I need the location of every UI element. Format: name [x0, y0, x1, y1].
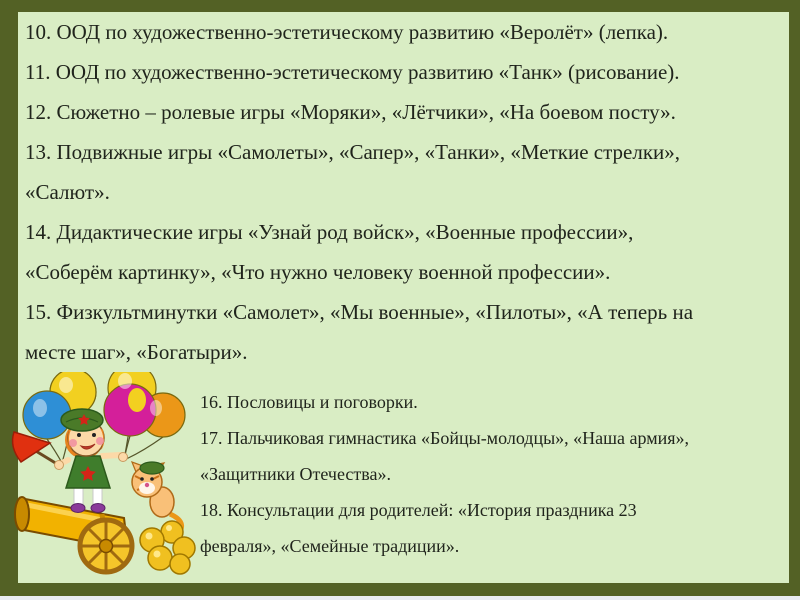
child-on-cannon-illustration	[6, 372, 198, 580]
list-line-10: 10. ООД по художественно-эстетическому развитию «Веролёт» (лепка).	[25, 20, 669, 44]
list-line-14b: «Соберём картинку», «Что нужно человеку военной профессии».	[25, 260, 611, 284]
list-line-15b: месте шаг», «Богатыри».	[25, 340, 248, 364]
list-line-18a: 18. Консультации для родителей: «История праздника 23	[200, 500, 637, 520]
list-line-15a: 15. Физкультминутки «Самолет», «Мы военные», «Пилоты», «А теперь на	[25, 300, 694, 324]
list-line-13a: 13. Подвижные игры «Самолеты», «Сапер», «Танки», «Меткие стрелки»,	[25, 140, 681, 164]
list-line-18b: февраля», «Семейные традиции».	[200, 536, 460, 556]
list-line-13b: «Салют».	[25, 180, 110, 204]
list-line-11: 11. ООД по художественно-эстетическому развитию «Танк» (рисование).	[25, 60, 680, 84]
list-line-17b: «Защитники Отечества».	[200, 464, 392, 484]
list-line-12: 12. Сюжетно – ролевые игры «Моряки», «Лётчики», «На боевом посту».	[25, 100, 676, 124]
list-line-16: 16. Пословицы и поговорки.	[200, 392, 418, 412]
balloons-icon	[23, 372, 185, 439]
top-list	[25, 12, 693, 372]
list-line-14a: 14. Дидактические игры «Узнай род войск», «Военные профессии»,	[25, 220, 634, 244]
bottom-list	[200, 384, 689, 564]
cannonballs-icon	[140, 521, 195, 574]
cannon-wheel-icon	[80, 520, 132, 572]
list-line-17a: 17. Пальчиковая гимнастика «Бойцы-молодцы», «Наша армия»,	[200, 428, 690, 448]
